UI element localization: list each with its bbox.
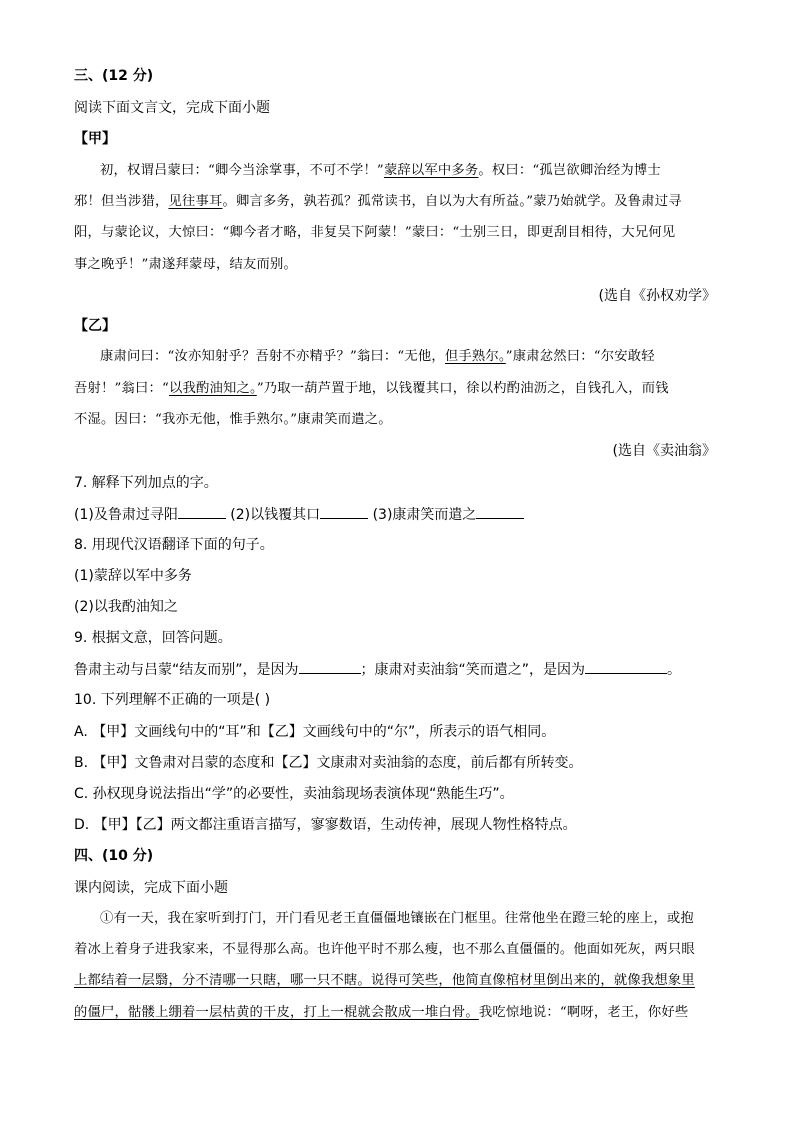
answer-blank[interactable]: [299, 659, 361, 674]
passage-jia-line-2: 邪！但当涉猎，见往事耳。卿言多务，孰若孤？孤常读书，自以为大有所益。”蒙乃始就学。及鲁肃过寻: [74, 194, 682, 209]
passage-jia-line-4: 事之晚乎！”肃遂拜蒙母，结友而别。: [74, 257, 297, 272]
passage-jia-line-3: 阳，与蒙论议，大惊曰：“卿今者才略，非复吴下阿蒙！”蒙曰：“士别三日，即更刮目相待，大兄何见: [74, 225, 676, 240]
passage-yi-line-3: 不湿。因曰：“我亦无他，惟手熟尔。”康肃笑而遣之。: [74, 412, 392, 427]
source-yi: (选自《卖油翁》: [612, 443, 716, 459]
passage-jia-label: 【甲】: [74, 131, 116, 147]
question-7-items: (1)及鲁肃过寻阳 (2)以钱覆其口 (3)康肃笑而遣之: [74, 504, 524, 525]
answer-blank[interactable]: [178, 504, 226, 519]
passage-yi-label: 【乙】: [74, 318, 116, 334]
underlined-phrase: 见往事耳: [168, 194, 223, 209]
option-b[interactable]: B. 【甲】文鲁肃对吕蒙的态度和【乙】文康肃对卖油翁的态度，前后都有所转变。: [74, 755, 583, 771]
passage-four-line-2: 着冰上着身子进我家来，不显得那么高。也许他平时不那么瘦，也不那么直僵僵的。他面如死灰，两只眼: [74, 942, 695, 957]
section-four-heading: 四、(10 分): [74, 848, 154, 864]
source-jia: (选自《孙权劝学》: [598, 288, 716, 304]
passage-yi-line-2: 吾射！”翁曰：“以我酌油知之。”乃取一葫芦置于地，以钱覆其口，徐以杓酌油沥之，自钱孔入，而钱: [74, 381, 669, 396]
section-three-heading: 三、(12 分): [74, 68, 154, 84]
option-d[interactable]: D. 【甲】【乙】两文都注重语言描写，寥寥数语，生动传神，展现人物性格特点。: [74, 817, 577, 833]
passage-jia-line-1: 初，权谓吕蒙曰：“卿今当涂掌事，不可不学！”蒙辞以军中多务。权曰：“孤岂欲卿治经为博士: [100, 163, 661, 178]
answer-blank[interactable]: [585, 659, 667, 674]
passage-four-line-3: [74, 971, 695, 991]
passage-four-line-1: ①有一天，我在家听到打门，开门看见老王直僵僵地镶嵌在门框里。往常他坐在蹬三轮的座上，或抱: [100, 911, 694, 926]
underlined-phrase: 以我酌油知之。: [168, 381, 257, 396]
question-9: 9. 根据文意，回答问题。: [74, 630, 232, 646]
passage-four-line-4: 的僵尸，骷髅上绷着一层枯黄的干皮，打上一棍就会散成一堆白骨。我吃惊地说：“啊呀，老王，你好些: [74, 1005, 689, 1020]
passage-yi-line-1: 康肃问曰：“汝亦知射乎？吾射不亦精乎？”翁曰：“无他，但手熟尔。”康肃忿然曰：“尔安敢轻: [100, 349, 655, 364]
question-8-item-2: (2)以我酌油知之: [74, 599, 178, 615]
question-8-item-1: (1)蒙辞以军中多务: [74, 568, 192, 584]
underlined-phrase: 蒙辞以军中多务: [383, 163, 479, 178]
option-a[interactable]: A. 【甲】文画线句中的“耳”和【乙】文画线句中的“尔”，所表示的语气相同。: [74, 724, 556, 740]
question-8: 8. 用现代汉语翻译下面的句子。: [74, 537, 274, 553]
question-10: 10. 下列理解不正确的一项是( ): [74, 692, 271, 708]
section-three-instruction: 阅读下面文言文，完成下面小题: [74, 100, 270, 116]
question-7: 7. 解释下列加点的字。: [74, 475, 218, 491]
answer-blank[interactable]: [320, 504, 368, 519]
question-9-body: 鲁肃主动与吕蒙“结友而别”，是因为 ；康肃对卖油翁“笑而遣之”，是因为 。: [74, 659, 681, 680]
underlined-phrase: 上都结着一层翳，分不清哪一只瞎，哪一只不瞎。说得可笑些，他简直像棺材里倒出来的，就像我想象里: [74, 973, 695, 988]
underlined-phrase: 的僵尸，骷髅上绷着一层枯黄的干皮，打上一棍就会散成一堆白骨。: [74, 1005, 479, 1020]
underlined-phrase: 但手熟尔。: [444, 349, 506, 364]
section-four-instruction: 课内阅读，完成下面小题: [74, 880, 228, 896]
answer-blank[interactable]: [476, 504, 524, 519]
option-c[interactable]: C. 孙权现身说法指出“学”的必要性，卖油翁现场表演体现“熟能生巧”。: [74, 786, 514, 802]
